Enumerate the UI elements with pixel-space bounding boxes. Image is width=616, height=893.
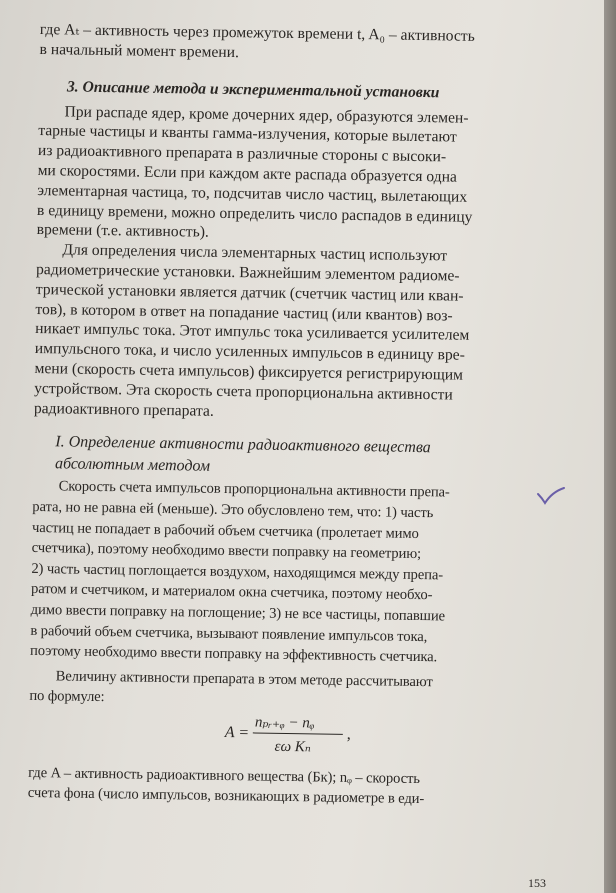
page-content bbox=[28, 20, 588, 813]
text-line: из радиоактивного препарата в различные стороны с высоки- bbox=[37, 142, 447, 166]
text-line: При распаде ядер, кроме дочерних ядер, образуются элемен- bbox=[64, 102, 469, 127]
text-line: 2) часть частиц поглощается воздухом, находящимся между препа- bbox=[31, 560, 444, 584]
text-line: по формуле: bbox=[29, 688, 105, 706]
text-line: поэтому необходимо ввести поправку на эффективность счетчика. bbox=[29, 643, 438, 666]
section-I-heading-line-2: абсолютным методом bbox=[54, 455, 211, 476]
page-edge-shadow bbox=[604, 0, 616, 893]
text-line: трической установки является датчик (счетчик частиц или кван- bbox=[35, 280, 464, 305]
text-line: счетчика), поэтому необходимо ввести поправку на геометрию; bbox=[31, 540, 422, 563]
text-line: устройством. Эта скорость счета пропорциональна активности bbox=[34, 379, 453, 404]
section-3-paragraph-1 bbox=[37, 102, 587, 249]
text-line: Величину активности препарата в этом методе рассчитывают bbox=[55, 668, 433, 690]
text-line: Скорость счета импульсов пропорциональна активности препа- bbox=[58, 478, 450, 501]
page-number: 153 bbox=[528, 876, 546, 890]
text-line: счета фона (число импульсов, возникающих в радиометре в еди- bbox=[27, 785, 425, 808]
intro-line-1: где Aₜ – активность через промежуток времени t, A₀ – активность bbox=[39, 20, 475, 45]
text-line: ратом и счетчиком, и материалом окна счетчика, поэтому необхо- bbox=[30, 581, 433, 604]
text-line: радиоактивного препарата. bbox=[33, 399, 214, 420]
text-line: частиц не попадает в рабочий объем счетчика (пролетает мимо bbox=[31, 519, 419, 542]
text-line: ми скоростями. Если при каждом акте распада образуется одна bbox=[37, 161, 458, 186]
formula-lhs: A = bbox=[224, 723, 250, 742]
section-3-heading: 3. Описание метода и экспериментальной установки bbox=[66, 78, 440, 101]
intro-line-2: в начальный момент времени. bbox=[39, 40, 240, 61]
section-I-paragraph-3 bbox=[28, 763, 577, 813]
text-line: элементарная частица, то, подсчитав число частиц, вылетающих bbox=[37, 181, 468, 206]
text-line: в единицу времени, можно определить число распадов в единицу bbox=[36, 201, 473, 226]
section-I-heading-line-1: I. Определение активности радиоактивного вещества bbox=[55, 433, 431, 457]
text-line: димо ввести поправку на поглощение; 3) не все частицы, попавшие bbox=[30, 601, 446, 625]
text-line: тарные частицы и кванты гамма-излучения, которые вылетают bbox=[38, 122, 457, 146]
text-line: Для определения числа элементарных частиц используют bbox=[62, 241, 448, 265]
fraction-bar bbox=[253, 732, 343, 734]
text-line: в рабочий объем счетчика, вызывают появление импульсов тока, bbox=[30, 622, 428, 645]
formula-numerator: nₚᵣ₊ᵩ − nᵩ bbox=[254, 714, 315, 732]
activity-formula bbox=[28, 707, 577, 772]
text-line: где A – активность радиоактивного вещества (Бк); nᵩ – скорость bbox=[28, 764, 421, 787]
text-line: радиометрические установки. Важнейшим элементом радиоме- bbox=[35, 260, 460, 285]
section-I-paragraph-1 bbox=[29, 476, 581, 715]
text-line: тов), в котором в ответ на попадание частиц (или квантов) воз- bbox=[35, 300, 453, 325]
handwritten-check-icon bbox=[536, 486, 566, 506]
formula-comma: , bbox=[346, 725, 351, 743]
section-3-paragraph-2 bbox=[34, 240, 585, 427]
text-line: мени (скорость счета импульсов) фиксируется регистрирующим bbox=[34, 359, 464, 384]
text-line: времени (т.е. активность). bbox=[36, 221, 210, 242]
text-line: никает импульс тока. Этот импульс тока усиливается усилителем bbox=[35, 320, 470, 345]
text-line: импульсного тока, и число усиленных импульсов в единицу вре- bbox=[34, 340, 465, 364]
formula-denominator: εω Kₙ bbox=[274, 738, 312, 756]
text-line: рата, но не равна ей (меньше). Это обусловлено тем, что: 1) часть bbox=[32, 498, 434, 522]
